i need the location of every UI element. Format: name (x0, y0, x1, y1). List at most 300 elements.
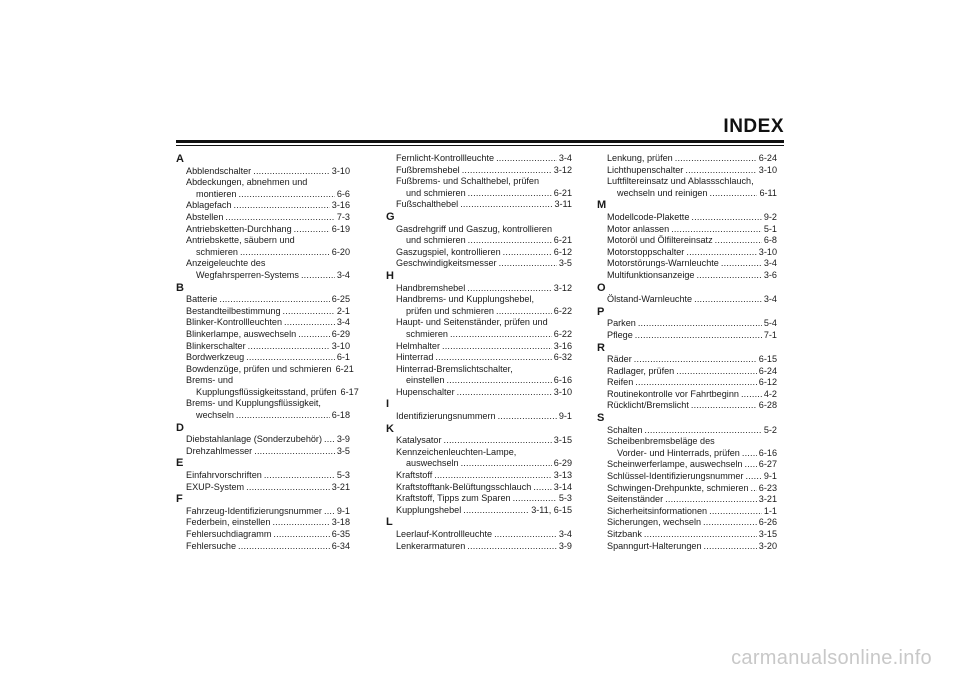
dot-leader (240, 247, 330, 259)
index-term: Motorstörungs-Warnleuchte (607, 258, 719, 269)
index-entry (176, 212, 350, 224)
index-term: Hinterrad (396, 352, 434, 363)
index-entry (597, 258, 777, 270)
index-entry (597, 517, 777, 529)
index-entry (386, 329, 572, 341)
page-ref: 5-1 (763, 223, 777, 234)
page-ref: 3-9 (558, 540, 572, 551)
page-ref: 6-28 (758, 400, 777, 411)
index-term: Kupplungsflüssigkeitsstand, prüfen (196, 386, 337, 397)
section-letter: L (386, 516, 393, 529)
index-term: Abblendschalter (186, 165, 252, 176)
dot-leader (467, 283, 552, 295)
index-term: Parken (607, 318, 636, 329)
watermark: carmanualsonline.info (731, 647, 932, 669)
index-entry (176, 352, 350, 364)
index-term: Einfahrvorschriften (186, 470, 262, 481)
page-ref: 6-22 (553, 305, 572, 316)
dot-leader (533, 482, 551, 494)
index-term: Geschwindigkeitsmesser (396, 258, 497, 269)
index-entry-line: Luftfiltereinsatz und Ablassschlauch, (607, 176, 754, 187)
index-term: Hupenschalter (396, 386, 455, 397)
page-ref: 3-14 (553, 481, 572, 492)
index-entry (386, 541, 572, 553)
page-ref: 6-24 (758, 365, 777, 376)
index-entry (386, 235, 572, 247)
page-ref: 6-35 (331, 529, 350, 539)
page-ref: 6-32 (553, 352, 572, 363)
page-ref: 7-3 (336, 211, 350, 222)
dot-leader (434, 470, 552, 482)
dot-leader (644, 425, 761, 437)
index-term: Schalten (607, 424, 643, 435)
dot-leader (635, 377, 757, 389)
index-term: Motoröl und Ölfiltereinsatz (607, 235, 713, 246)
dot-leader (468, 188, 552, 200)
dot-leader (450, 329, 552, 341)
page-ref: 6-15 (758, 354, 777, 365)
index-term: Radlager, prüfen (607, 365, 675, 376)
index-entry (176, 446, 350, 458)
section-letter: D (176, 421, 184, 434)
dot-leader (741, 389, 762, 401)
dot-leader (494, 529, 557, 541)
index-entry (597, 153, 777, 165)
page-ref: 3-21 (758, 494, 777, 505)
index-term: montieren (196, 188, 237, 199)
index-entry (386, 529, 572, 541)
index-entry (386, 306, 572, 318)
index-entry (597, 165, 777, 177)
index-entry (597, 188, 777, 200)
index-entry (176, 341, 350, 353)
dot-leader (219, 294, 329, 306)
dot-leader (324, 506, 335, 518)
index-entry-line: Anzeigeleuchte des (186, 258, 266, 269)
index-entry (386, 258, 572, 270)
page-ref: 6-26 (758, 517, 777, 528)
index-term: Lenkerarmaturen (396, 540, 466, 551)
index-entry (386, 458, 572, 470)
page-ref: 3-10 (758, 246, 777, 257)
index-term: Multifunktionsanzeige (607, 269, 695, 280)
index-entry (386, 165, 572, 177)
page-ref: 6-16 (758, 447, 777, 458)
index-entry (176, 517, 350, 529)
dot-leader (236, 410, 330, 422)
index-term: Wegfahrsperren-Systems (196, 269, 299, 280)
section-letter: B (176, 281, 184, 294)
dot-leader (685, 165, 756, 177)
index-entry (386, 352, 572, 364)
dot-leader (710, 188, 758, 200)
page-ref: 3-11 (554, 199, 572, 210)
index-entry (386, 199, 572, 211)
page-ref: 3-4 (336, 317, 350, 328)
dot-leader (751, 483, 757, 495)
page-ref: 6-21 (553, 235, 572, 246)
section-letter: I (386, 398, 390, 411)
index-entry (176, 363, 354, 376)
page-ref: 3-4 (336, 269, 350, 280)
index-entry (386, 470, 572, 482)
page-ref: 6-12 (553, 246, 572, 257)
index-column-3 (597, 153, 777, 552)
dot-leader (225, 212, 334, 224)
dot-leader (238, 189, 334, 201)
page-ref: 6-27 (758, 459, 777, 470)
section-letter: A (176, 153, 184, 165)
index-term: wechseln und reinigen (617, 187, 708, 198)
dot-leader (513, 493, 557, 505)
section-letter: O (597, 281, 606, 294)
index-term: Blinkerschalter (186, 340, 246, 351)
index-entry (597, 330, 777, 342)
index-term: Blinkerlampe, auswechseln (186, 328, 297, 339)
dot-leader (461, 458, 552, 470)
page-ref: 6-23 (758, 482, 777, 493)
index-entry (176, 294, 350, 306)
page-ref: 6-1 (336, 352, 350, 363)
index-term: Fernlicht-Kontrollleuchte (396, 153, 495, 163)
index-entry (597, 354, 777, 366)
index-term: Kraftstofftank-Belüftungsschlauch (396, 481, 532, 492)
page-ref: 3-4 (558, 529, 572, 539)
dot-leader (442, 341, 552, 353)
page-ref: 6-20 (331, 246, 350, 257)
index-entry (176, 247, 350, 259)
index-term: Bowdenzüge, prüfen und schmieren (186, 363, 332, 374)
page-ref: 6-11 (759, 187, 777, 198)
index-term: einstellen (406, 375, 445, 386)
page-ref: 6-25 (331, 294, 350, 305)
index-term: Kupplungshebel (396, 504, 462, 515)
index-term: Diebstahlanlage (Sonderzubehör) (186, 434, 322, 445)
index-entry-line: Brems- und Kupplungsflüssigkeit, (186, 398, 321, 409)
index-term: Spanngurt-Halterungen (607, 540, 702, 551)
index-entry-line: Scheibenbremsbeläge des (607, 436, 715, 447)
section-letter: K (386, 422, 394, 435)
index-entry (597, 270, 777, 282)
section-letter: M (597, 199, 607, 212)
index-entry (176, 434, 350, 446)
index-term: Abstellen (186, 211, 224, 222)
index-entry (386, 247, 572, 259)
index-term: Handbremshebel (396, 282, 466, 293)
index-term: Ablagefach (186, 200, 232, 211)
index-entry (176, 386, 359, 399)
page-ref: 5-3 (558, 493, 572, 504)
page-ref: 1-1 (763, 505, 777, 516)
index-term: Räder (607, 354, 632, 365)
index-term: Blinker-Kontrollleuchten (186, 317, 283, 328)
index-entry (597, 400, 777, 412)
header-rule-thin (176, 145, 784, 146)
dot-leader (686, 247, 756, 259)
dot-leader (496, 153, 557, 165)
page-ref: 3-6 (763, 269, 777, 280)
index-entry (176, 541, 350, 553)
page-ref: 3-16 (553, 340, 572, 351)
index-entry-line: Abdeckungen, abnehmen und (186, 177, 308, 188)
index-entry (176, 189, 350, 201)
index-term: Identifizierungsnummern (396, 411, 496, 422)
index-entry (597, 224, 777, 236)
index-term: Sicherungen, wechseln (607, 517, 702, 528)
dot-leader (444, 435, 552, 447)
index-entry (597, 494, 777, 506)
page-ref: 6-22 (553, 328, 572, 339)
page-ref: 6-29 (331, 328, 350, 339)
dot-leader (462, 165, 552, 177)
dot-leader (696, 270, 761, 282)
index-entry (386, 493, 572, 505)
index-term: Antriebsketten-Durchhang (186, 223, 292, 234)
page-ref: 3-18 (331, 517, 350, 528)
page-ref: 2-1 (336, 305, 350, 316)
section-letter: G (386, 210, 395, 223)
index-term: und schmieren (406, 235, 466, 246)
index-term: Ölstand-Warnleuchte (607, 294, 693, 305)
page-ref: 3-4 (763, 258, 777, 269)
index-term: Leerlauf-Kontrollleuchte (396, 529, 493, 539)
index-entry (597, 448, 777, 460)
section-letter: R (597, 341, 605, 354)
dot-leader (694, 294, 762, 306)
dot-leader (721, 258, 762, 270)
index-entry (597, 247, 777, 259)
index-entry-line: Handbrems- und Kupplungshebel, (396, 294, 535, 305)
dot-leader (283, 306, 335, 318)
index-entry (597, 377, 777, 389)
index-column-1 (176, 153, 359, 552)
dot-leader (704, 541, 757, 553)
page-ref: 3-16 (331, 200, 350, 211)
index-entry (597, 366, 777, 378)
page-ref: 6-16 (553, 375, 572, 386)
index-term: Vorder- und Hinterrads, prüfen (617, 447, 740, 458)
index-entry (176, 529, 350, 541)
page-ref: 3-5 (336, 445, 350, 456)
page-ref: 3-11, 6-15 (531, 504, 572, 515)
index-term: Lichthupenschalter (607, 164, 684, 175)
index-entry-line: Brems- und (186, 375, 234, 386)
index-entry (597, 506, 777, 518)
index-entry (176, 224, 350, 236)
dot-leader (468, 235, 552, 247)
index-term: Katalysator (396, 435, 442, 446)
page-ref: 3-15 (553, 435, 572, 446)
dot-leader (675, 153, 757, 165)
dot-leader (498, 411, 557, 423)
index-term: Batterie (186, 294, 218, 305)
dot-leader (298, 329, 330, 341)
index-column-2 (386, 153, 572, 552)
dot-leader (635, 330, 762, 342)
index-term: Pflege (607, 329, 633, 340)
dot-leader (246, 482, 330, 494)
page-ref: 3-9 (336, 434, 350, 445)
index-term: Federbein, einstellen (186, 517, 271, 528)
dot-leader (435, 352, 551, 364)
index-entry (176, 200, 350, 212)
index-term: Schwingen-Drehpunkte, schmieren (607, 482, 749, 493)
page-ref: 5-3 (336, 470, 350, 481)
index-entry (386, 283, 572, 295)
index-term: Kraftstoff (396, 470, 433, 481)
page-ref: 4-2 (763, 388, 777, 399)
dot-leader (254, 446, 335, 458)
dot-leader (253, 166, 330, 178)
dot-leader (715, 235, 762, 247)
index-entry (386, 411, 572, 423)
index-term: Fehlersuchdiagramm (186, 529, 272, 539)
dot-leader (638, 318, 762, 330)
dot-leader (446, 375, 551, 387)
dot-leader (248, 341, 330, 353)
index-term: Fahrzeug-Identifizierungsnummer (186, 505, 322, 516)
index-term: Lenkung, prüfen (607, 153, 673, 163)
index-term: Motor anlassen (607, 223, 670, 234)
dot-leader (234, 200, 330, 212)
index-entry-line: Antriebskette, säubern und (186, 235, 295, 246)
index-term: Kraftstoff, Tipps zum Sparen (396, 493, 511, 504)
page-ref: 5-2 (763, 424, 777, 435)
index-entry (176, 470, 350, 482)
index-term: Modellcode-Plakette (607, 211, 690, 222)
page-ref: 6-21 (553, 187, 572, 198)
header-rule-thick (176, 140, 784, 143)
page-ref: 3-10 (758, 164, 777, 175)
dot-leader (503, 247, 552, 259)
page-ref: 6-21 (335, 363, 354, 374)
section-letter: S (597, 412, 605, 425)
index-term: Schlüssel-Identifizierungsnummer (607, 471, 744, 482)
index-term: auswechseln (406, 458, 459, 469)
index-term: Fußbremshebel (396, 164, 460, 175)
index-term: Helmhalter (396, 340, 440, 351)
dot-leader (284, 317, 335, 329)
index-term: Sitzbank (607, 529, 642, 539)
dot-leader (671, 224, 762, 236)
dot-leader (634, 354, 757, 366)
dot-leader (676, 366, 757, 378)
dot-leader (496, 306, 552, 318)
dot-leader (745, 471, 761, 483)
page-ref: 3-10 (331, 165, 350, 176)
page-ref: 3-10 (553, 386, 572, 397)
index-entry (597, 459, 777, 471)
page-ref: 6-29 (553, 458, 572, 469)
dot-leader (273, 529, 329, 541)
page-ref: 9-1 (336, 505, 350, 516)
dot-leader (246, 352, 335, 364)
index-entry (176, 166, 350, 178)
page-ref: 5-4 (763, 318, 777, 329)
index-entry (176, 482, 350, 494)
dot-leader (499, 258, 557, 270)
index-term: Fußschalthebel (396, 199, 459, 210)
page-ref: 6-6 (336, 188, 350, 199)
dot-leader (691, 212, 761, 224)
page-ref: 6-8 (763, 235, 777, 246)
page-ref: 3-4 (558, 153, 572, 163)
page-ref: 9-1 (763, 471, 777, 482)
dot-leader (644, 529, 757, 541)
index-term: Gaszugspiel, kontrollieren (396, 246, 501, 257)
page-ref: 3-15 (758, 529, 777, 539)
index-term: Drehzahlmesser (186, 445, 253, 456)
index-entry (386, 505, 572, 517)
index-entry (597, 389, 777, 401)
index-term: Bordwerkzeug (186, 352, 245, 363)
page-ref: 6-24 (758, 153, 777, 163)
dot-leader (264, 470, 335, 482)
dot-leader (744, 459, 756, 471)
index-entry (386, 435, 572, 447)
index-term: Bestandteilbestimmung (186, 305, 281, 316)
page-ref: 9-1 (558, 411, 572, 422)
index-entry (386, 482, 572, 494)
dot-leader (301, 270, 335, 282)
index-term: EXUP-System (186, 481, 245, 492)
page-ref: 7-1 (763, 329, 777, 340)
dot-leader (467, 541, 557, 553)
index-term: Routinekontrolle vor Fahrtbeginn (607, 388, 739, 399)
index-entry (597, 318, 777, 330)
page-ref: 3-13 (553, 470, 572, 481)
dot-leader (665, 494, 757, 506)
dot-leader (742, 448, 757, 460)
page-title: INDEX (723, 116, 784, 137)
page-ref: 9-2 (763, 211, 777, 222)
index-entry (176, 506, 350, 518)
index-entry (386, 188, 572, 200)
dot-leader (691, 400, 757, 412)
index-term: Reifen (607, 377, 634, 388)
dot-leader (272, 517, 329, 529)
index-term: Motorstoppschalter (607, 246, 685, 257)
page-ref: 3-5 (558, 258, 572, 269)
index-entry (386, 387, 572, 399)
index-term: schmieren (406, 328, 448, 339)
dot-leader (294, 224, 330, 236)
index-entry (597, 471, 777, 483)
page-ref: 6-19 (331, 223, 350, 234)
page-ref: 3-12 (553, 164, 572, 175)
page-ref: 6-18 (331, 410, 350, 421)
index-term: Scheinwerferlampe, auswechseln (607, 459, 743, 470)
dot-leader (703, 517, 757, 529)
index-entry-line: Fußbrems- und Schalthebel, prüfen (396, 176, 540, 187)
page-ref: 3-12 (553, 282, 572, 293)
dot-leader (463, 505, 529, 517)
index-term: und schmieren (406, 187, 466, 198)
index-entry (176, 270, 350, 282)
index-entry (597, 212, 777, 224)
page-ref: 3-20 (758, 540, 777, 551)
index-term: prüfen und schmieren (406, 305, 494, 316)
section-letter: E (176, 457, 184, 470)
section-letter: F (176, 493, 183, 506)
dot-leader (709, 506, 762, 518)
index-entry (386, 375, 572, 387)
index-entry-line: Haupt- und Seitenständer, prüfen und (396, 317, 548, 328)
index-entry (386, 341, 572, 353)
page-ref: 6-12 (758, 377, 777, 388)
page-ref: 6-34 (331, 540, 350, 551)
index-term: Sicherheitsinformationen (607, 505, 708, 516)
